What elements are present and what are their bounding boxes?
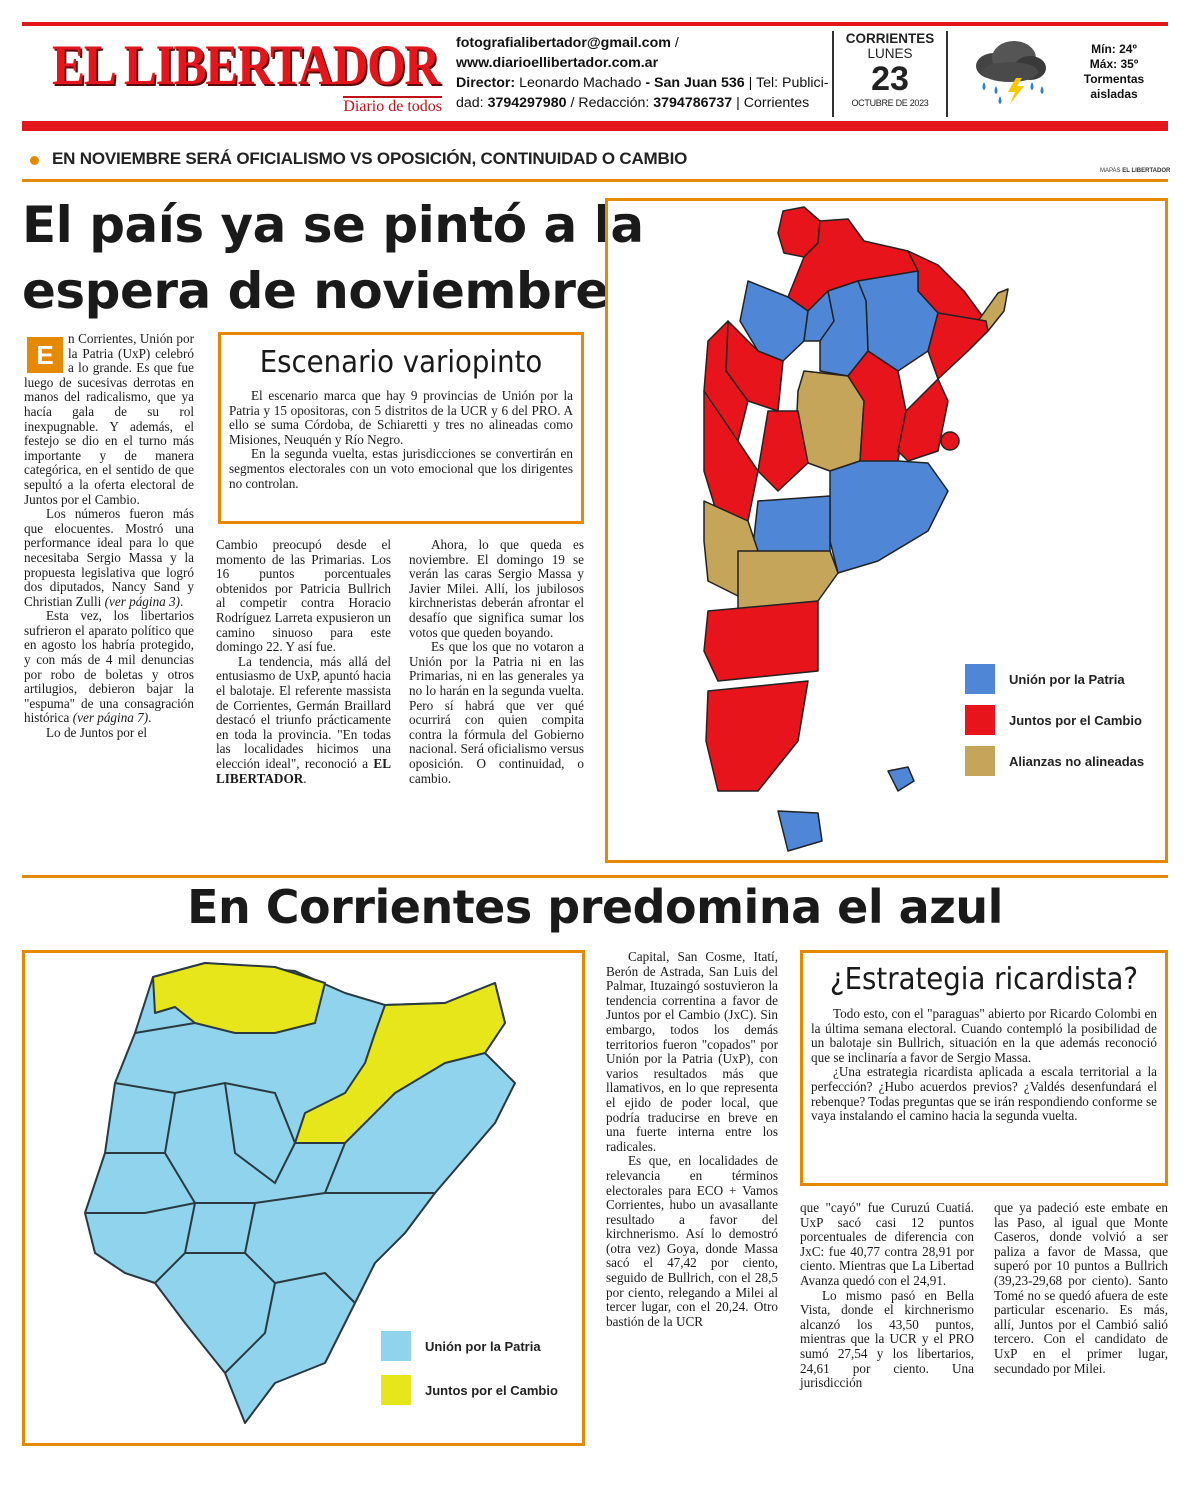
escenario-box-p1: El escenario marca que hay 9 provincias de Unión por la Patria y 15 opositoras, con 5 distritos de la UCR y 6 del PRO. A ello se suma Córdoba, de Schiaretti y tres no alineadas como Misiones, Neuquén y Río Negro. [229, 388, 573, 447]
article2-paragraph: Es que, en localidades de relevancia en términos electorales para ECO + Vamos Corrientes, hubo un avasallante resultado a favor del kirchnerismo. Así lo demostró (otra vez) Goya, donde Massa sacó el 47,42 por ciento, seguido de Bullrich, con el 28,5 por ciento, relegando a Milei al tercer lugar, con el 20,24. Otro bastión de la UCR [606, 1153, 778, 1329]
estrategia-box-p1: Todo esto, con el "paraguas" abierto por Ricardo Colombi en la última semana electoral. Cuando contempló la posibilidad de un balotaje sin Bullrich, situación en la que además reconoció que se inclinaría a favor de Sergio Massa. [811, 1006, 1157, 1065]
section-kicker: EN NOVIEMBRE SERÁ OFICIALISMO VS OPOSICIÓN, CONTINUIDAD O CAMBIO [52, 149, 688, 168]
article1-paragraph: Es que los que no votaron a Unión por la Patria ni en las Primarias, ni en las generales ya no lo harán en la segunda vuelta. Pero sí habrá que ver qué ocurrirá con quien compita contra la fórmula del Gobierno nacional. Será oficialismo versus oposición. O continuidad, o cambio. [409, 639, 584, 786]
section-rule [22, 179, 1168, 182]
redaccion-phone: 3794786737 [653, 95, 733, 111]
article1-paragraph: Ahora, lo que queda es noviembre. El domingo 19 se verán las caras Sergio Massa y Javier Milei. Allí, los jubilosos kirchneristas deberán afrontar el desafío que significa sumar los votos que queden boyando. [409, 537, 584, 640]
section-bullet [30, 156, 39, 165]
article2-paragraph: que ya padeció este embate en las Paso, al igual que Monte Caseros, donde volvió a ser paliza a favor de Massa, que superó por 10 puntos a Bullrich (39,23-29,68 por ciento). Santo Tomé no se quedó afuera de este particular escenario. Es más, allí, Juntos por el Cambió salió tercero. Con el candidato de UxP en el primer lugar, secundado por Milei. [994, 1200, 1168, 1376]
map-province-corrientes [928, 313, 988, 379]
city-end: | Corrientes [736, 95, 810, 111]
date-weekday: LUNES [867, 46, 913, 61]
legend-label: Juntos por el Cambio [1009, 712, 1142, 728]
map-province-sanluis [758, 411, 808, 491]
legend-swatch-blue [965, 664, 995, 694]
map-province-buenosaires [830, 461, 948, 573]
legend-swatch-red [965, 705, 995, 735]
legend-label: Juntos por el Cambio [425, 1382, 558, 1398]
estrategia-box [800, 950, 1168, 1186]
legend-label: Alianzas no alineadas [1009, 753, 1145, 769]
director-label: Director: [456, 75, 516, 91]
argentina-map-box [605, 198, 1168, 863]
date-box [832, 31, 948, 117]
escenario-box-title: Escenario variopinto [259, 345, 543, 380]
maps-credit-name: EL LIBERTADOR [1122, 168, 1171, 174]
article2-column-3 [994, 1201, 1168, 1376]
legend-label: Unión por la Patria [425, 1338, 541, 1354]
corrientes-map-legend [381, 1331, 581, 1405]
article1-column-1 [24, 332, 194, 741]
map-province-chubut [704, 601, 818, 681]
weather-desc-2: aisladas [1090, 87, 1138, 101]
article2-headline: En Corrientes predomina el azul [187, 880, 1003, 934]
estrategia-box-p2: ¿Una estrategia ricardista aplicada a escala territorial a la perfección? ¿Hubo acuerdos previos? ¿Valdés desenfundará el rebenque? Todas preguntas que se irán respondiendo conforme se vaya instalando el camino hacia la segunda vuelta. [811, 1064, 1157, 1124]
masthead-bottom-rule [22, 121, 1168, 131]
ads-phone: 3794297980 [487, 95, 567, 111]
weather-min: Mín: 24º [1091, 42, 1137, 56]
article1-column-2 [216, 538, 391, 786]
article1-bold-paper-name: EL LIBERTADOR [216, 755, 391, 786]
article2-column-2 [800, 1201, 974, 1391]
storm-cloud-icon [970, 36, 1052, 106]
maps-credit [1100, 168, 1170, 174]
tel-label: | Tel: Publici- [748, 75, 829, 91]
article1-headline-line2: espera de noviembre [22, 262, 609, 320]
newspaper-tagline: Diario de todos [343, 98, 442, 115]
masthead-logo [52, 34, 452, 118]
article1-paragraph: Cambio preocupó desde el momento de las Primarias. Los 16 puntos porcentuales obtenidos por Patricia Bullrich al competir contra Horacio Rodríguez Larreta expusieron un camino sinuoso para este domingo 22. Y así fue. [216, 537, 391, 655]
legend-swatch-yellow [381, 1375, 411, 1405]
address: - San Juan 536 [645, 75, 745, 91]
estrategia-box-title: ¿Estrategia ricardista? [829, 962, 1139, 997]
escenario-box-p2: En la segunda vuelta, estas jurisdicciones se convertirán en segmentos electorales con un voto emocional que los dirigentes no controlan. [229, 446, 573, 491]
date-day: 23 [871, 60, 909, 98]
legend-item-uxp [965, 664, 1165, 694]
corrientes-map-box [22, 950, 585, 1446]
legend-label: Unión por la Patria [1009, 671, 1125, 687]
article1-paragraph: n Corrientes, Unión por la Patria (UxP) celebró a lo grande. Es que fue luego de sucesivas derrotas en manos del radicalismo, que ya hacía gala de su rol inexpugnable. Y además, el festejo se dio en el turno más importante y de manera categórica, en el sentido de que sepultó a la oferta electoral de Juntos por el Cambio. [24, 331, 194, 507]
legend-swatch-light-blue [381, 1331, 411, 1361]
drop-cap: E [27, 337, 63, 373]
article1-column-3 [409, 538, 584, 786]
article1-paragraph: Lo de Juntos por el [46, 725, 148, 741]
article1-headline [22, 192, 644, 324]
article1-paragraph: La tendencia, más allá del entusiasmo de UxP, apuntó hacia el balotaje. El referente massista de Corrientes, Germán Braillard destacó el triunfo prácticamente en toda la provincia. "En todas las localidades hicimos una elección ideal", reconoció a EL LIBERTADOR. [216, 653, 391, 786]
escenario-box [218, 332, 584, 524]
argentina-map-legend [965, 664, 1165, 776]
date-city: CORRIENTES [845, 31, 935, 46]
email-separator: / [674, 35, 679, 51]
contact-email[interactable]: fotografialibertador@gmail.com [456, 35, 671, 51]
weather-text [1064, 42, 1164, 102]
map-province-santacruz [706, 681, 808, 791]
masthead-contact [456, 33, 829, 113]
article2-paragraph: Lo mismo pasó en Bella Vista, donde el kirchnerismo alcanzó los 43,50 puntos, mientras que la UCR y el PRO sumó 27,54 y los libertarios, 24,61 por ciento. Una jurisdicción [800, 1287, 974, 1391]
weather-max: Máx: 35º [1089, 57, 1139, 71]
legend-item-no-alineadas [965, 746, 1165, 776]
article2-paragraph: Capital, San Cosme, Itatí, Berón de Astrada, San Luis del Palmar, Ituzaingó sostuvieron la tendencia correntina a favor de Juntos por el Cambio (JxC). Sin embargo, todos los demás territorios fueron "copados" por Unión por la Patria (UxP), con varios resultados más que llamativos, en lo que representa el ejido de poder local, que podría traducirse en breve en una fuerte interna entre los radicales. [606, 949, 778, 1154]
maps-credit-prefix: MAPAS [1100, 168, 1121, 174]
ads-label: dad: [456, 95, 484, 111]
legend-item-jxc [965, 705, 1165, 735]
map-province-rionegro [738, 551, 838, 611]
escenario-box-text [229, 389, 573, 491]
article1-paragraph: Los números fueron más que elocuentes. Mostró una performance ideal para lo que necesitaba Sergio Massa y la propuesta legislativa que logró dos diputados, Nancy Sand y Christian Zulli (ver página 3). [24, 506, 194, 609]
article2-column-1 [606, 950, 778, 1329]
contact-web[interactable]: www.diarioellibertador.com.ar [456, 55, 659, 71]
director-name: Leonardo Machado [519, 75, 642, 91]
weather-desc-1: Tormentas [1083, 72, 1145, 86]
estrategia-box-text [811, 1007, 1157, 1124]
top-red-rule [22, 22, 1168, 26]
map-province-entrerios [898, 379, 948, 461]
article1-paragraph: Esta vez, los libertarios sufrieron el aparato político que en agosto los habría protegido, y con más de 4 mil denuncias por robo de boletas y otros artilugios, debieron bajar la "espuma" de una consagración histórica (ver página 7). [24, 608, 194, 726]
newspaper-name: EL LIBERTADOR [52, 34, 439, 97]
redaccion-label: / Redacción: [570, 95, 650, 111]
map-caba-marker [941, 432, 959, 450]
map-province-tierradelfuego [778, 811, 822, 851]
legend-item-jxc [381, 1375, 581, 1405]
map-province-malvinas [888, 767, 914, 791]
article2-paragraph: que "cayó" fue Curuzú Cuatiá. UxP sacó casi 12 puntos porcentuales de diferencia con JxC: fue 40,77 contra 28,91 por ciento. Mientras que La Libertad Avanza quedó con el 24,91. [800, 1200, 974, 1288]
article1-headline-line1: El país ya se pintó a la [22, 196, 644, 254]
date-month-year: OCTUBRE DE 2023 [851, 98, 929, 108]
legend-swatch-gold [965, 746, 995, 776]
legend-item-uxp [381, 1331, 581, 1361]
